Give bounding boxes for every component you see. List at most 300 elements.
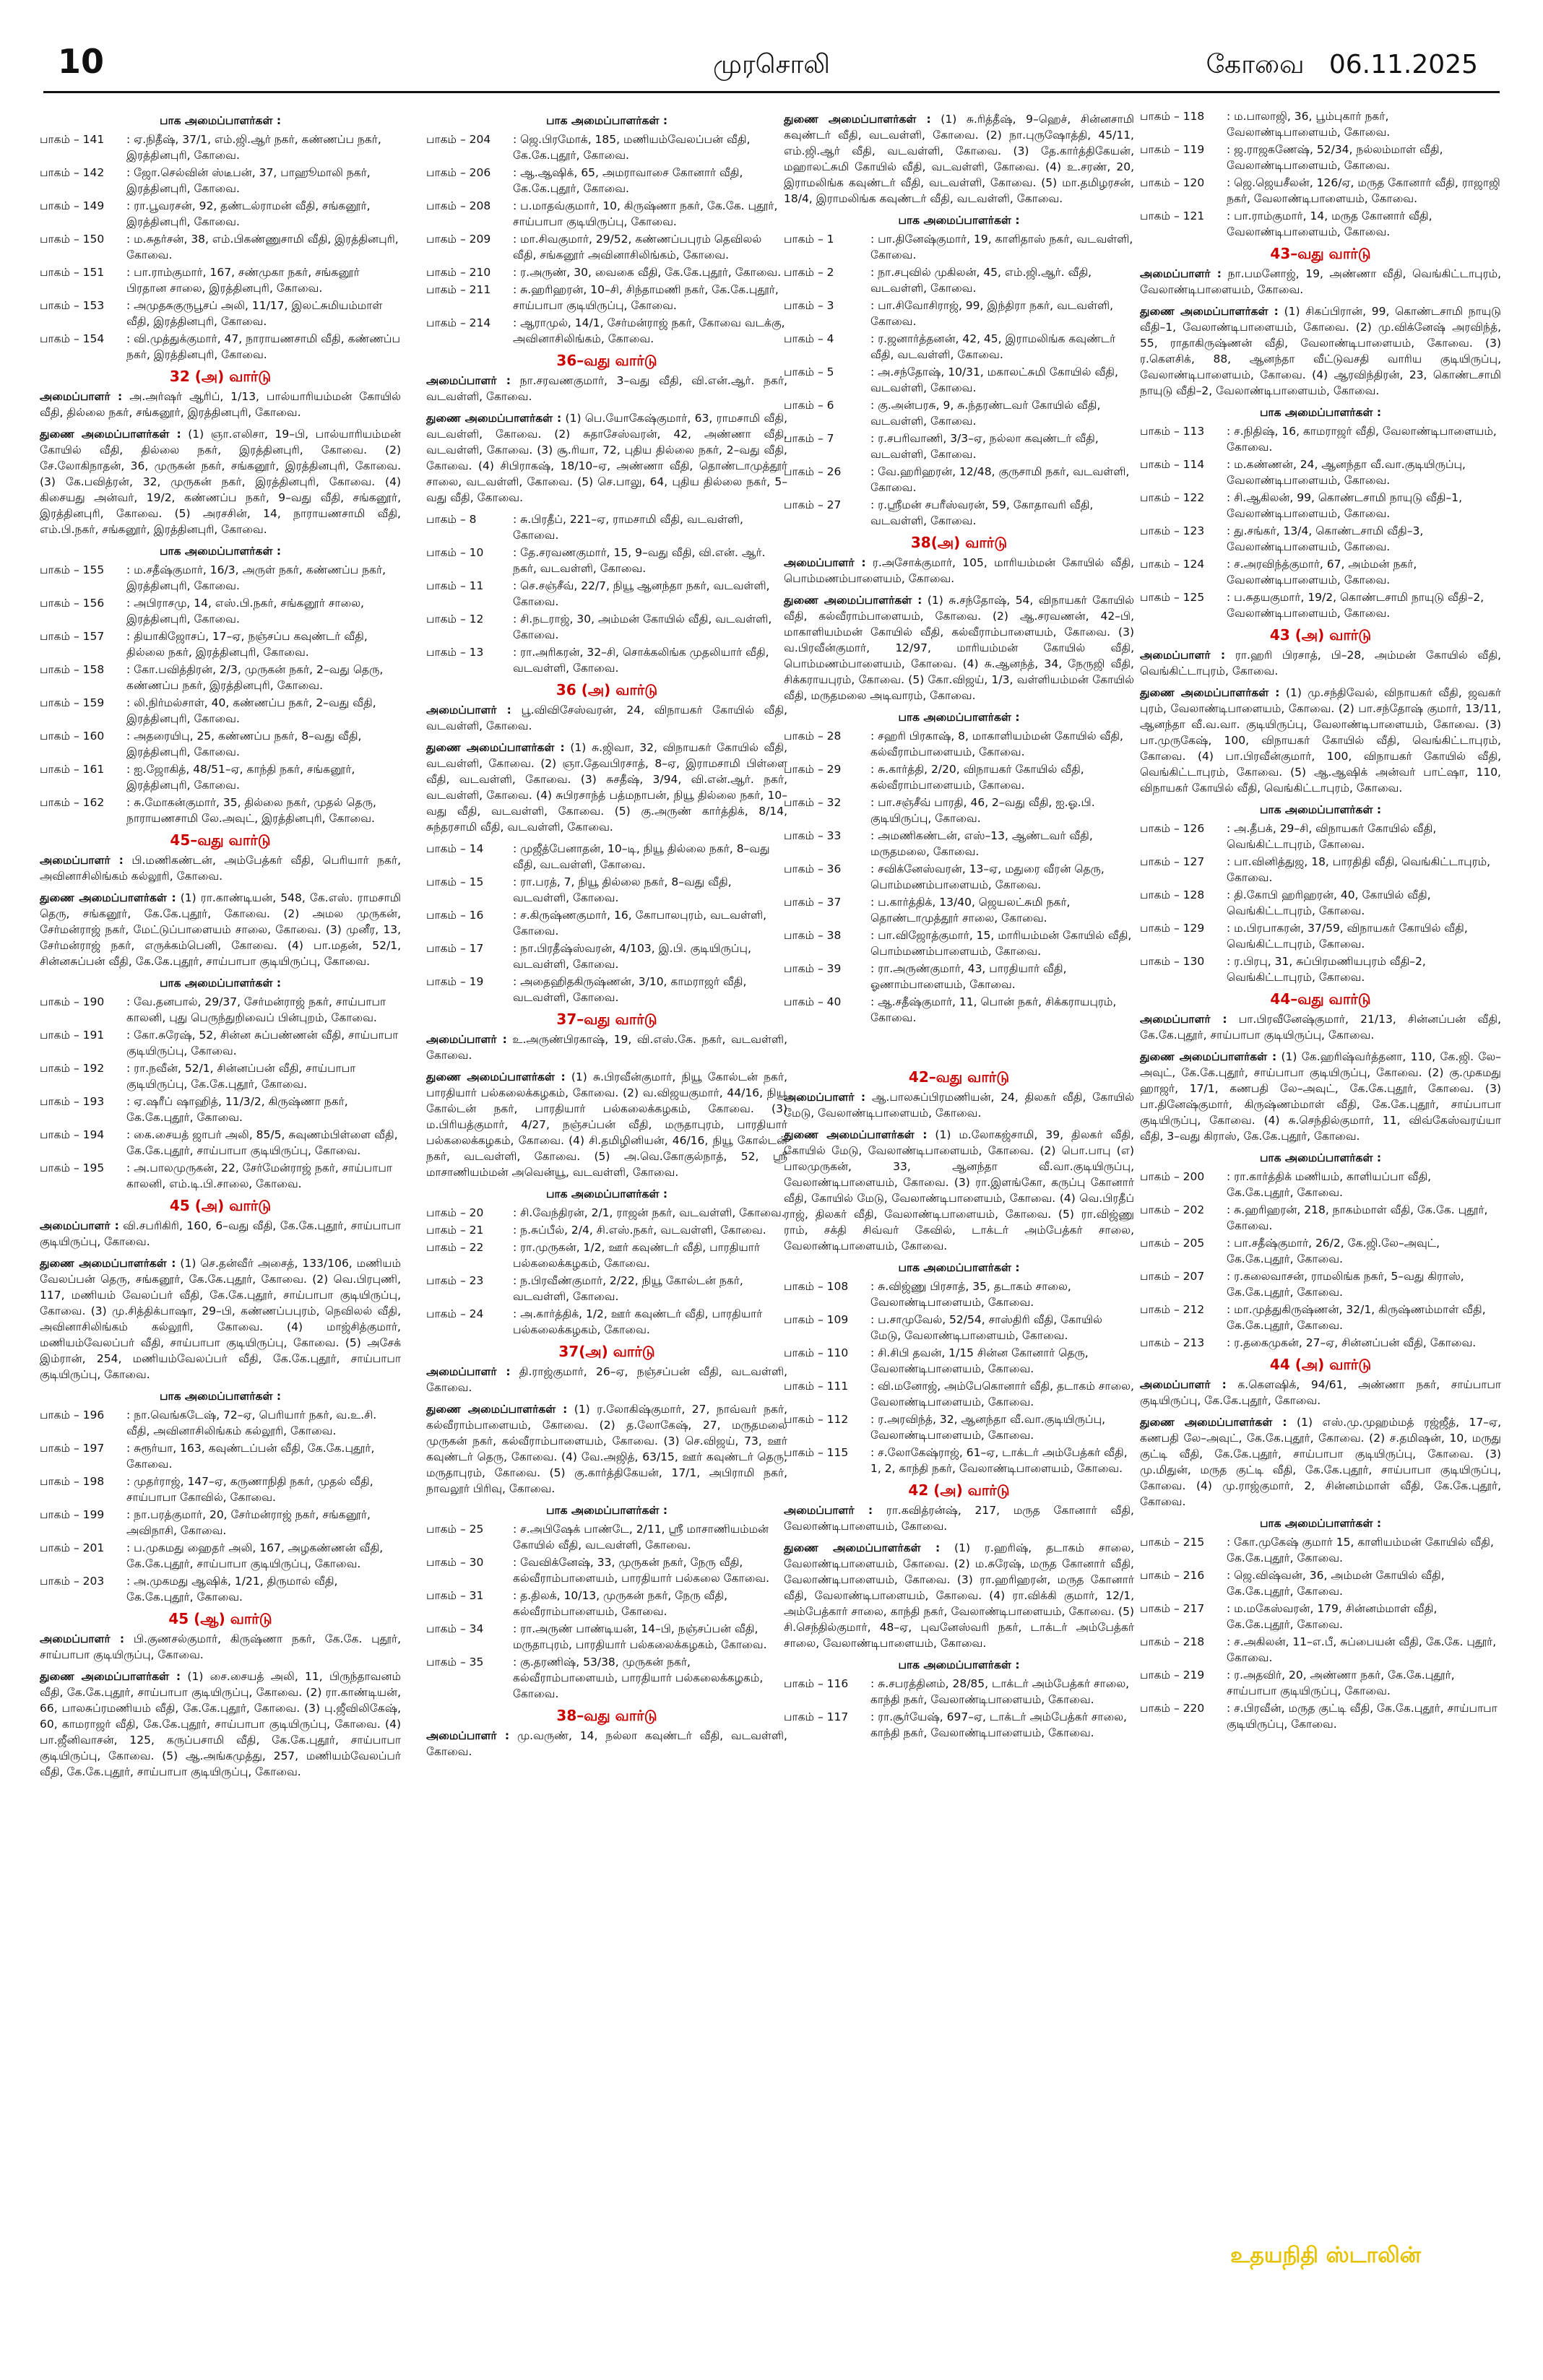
organizer-text: க.கௌஷிக், 94/61, அண்ணா நகர், சாய்பாபா குடியிருப்பு, கே.கே.புதூர், கோவை. [1140, 1378, 1501, 1407]
booth-row [1140, 175, 1501, 207]
booth-number: பாகம் – 36 [784, 862, 842, 875]
section-heading: பாக அமைப்பாளர்கள் : [159, 114, 282, 127]
booth-row [1140, 854, 1501, 886]
booth-row [40, 1160, 401, 1192]
booth-organizer: : ம.மகேஸ்வரன், 179, சின்னம்மாள் வீதி, கே.கே.புதூர், கோவை. [1227, 1602, 1438, 1631]
booth-row [784, 298, 1134, 329]
role-label: அமைப்பாளர் : [426, 1365, 511, 1378]
organizer-paragraph [1140, 1377, 1501, 1408]
deputy-paragraph [426, 1401, 787, 1497]
booth-row [1140, 589, 1501, 621]
booth-number: பாகம் – 111 [784, 1380, 849, 1393]
booth-row [426, 1306, 787, 1338]
booth-list [426, 511, 787, 676]
booth-organizer: : ரா.அரிகரன், 32–சி, சொக்கலிங்க முதலியார் வீதி, வடவள்ளி, கோவை. [513, 646, 769, 675]
role-label: துணை அமைப்பாளர்கள் : [40, 1257, 176, 1270]
deputy-text: (1) கே.ஹரிஷ்வர்த்தனா, 110, கே.ஜி. லே–அவுட், கே.கே.புதூர், சாய்பாபா குடியிருப்பு, கோவை. (2) கு.முகமது ஹாஜர், 17/1, கணபதி லே–அவுட், கே.கே.புதூர், கோவை. (3) பா.தினேஷ்குமார், கிருஷ்ணம்மாள் வீதி, கே.கே.புதூர், சாய்பாபா குடியிருப்பு, கோவை. (4) சு.செந்தில்குமார், 11, விவ்கேஸ்வரய்யா வீதி, 3–வது கிராஸ், கே.கே.புதூர், கோவை. [1140, 1050, 1501, 1143]
booth-number: பாகம் – 215 [1140, 1536, 1205, 1549]
deputy-paragraph [1140, 685, 1501, 796]
organizer-paragraph [426, 373, 787, 404]
booth-row [784, 364, 1134, 396]
role-label: அமைப்பாளர் : [426, 1729, 510, 1742]
booth-row [40, 198, 401, 230]
section-heading: பாக அமைப்பாளர்கள் : [1259, 1151, 1382, 1164]
booth-organizer: : அதரையிபு, 25, கண்ணப்ப நகர், 8–வது வீதி, இரத்தினபுரி, கோவை. [126, 730, 362, 758]
city: கோவை [1206, 50, 1305, 79]
booth-row [1140, 556, 1501, 588]
header-rule [43, 91, 1500, 93]
booth-row [40, 628, 401, 660]
booth-list [426, 841, 787, 1005]
organizer-text: பா.பிரவீனேஷ்குமார், 21/13, சின்னப்பன் வீதி, கே.கே.புதூர், சாய்பாபா குடியிருப்பு, கோவை. [1140, 1013, 1501, 1042]
booth-number: பாகம் – 23 [426, 1274, 484, 1287]
role-label: துணை அமைப்பாளர்கள் : [426, 412, 562, 425]
booth-row [426, 1654, 787, 1702]
booth-number: பாகம் – 26 [784, 465, 842, 478]
booth-organizer: : நா.பரத்குமார், 20, சேர்மன்ராஜ் நகர், சங்கனூர், அவிநாசி, கோவை. [126, 1508, 371, 1537]
role-label: அமைப்பாளர் : [40, 1219, 119, 1232]
booth-number: பாகம் – 200 [1140, 1170, 1205, 1183]
booth-row [40, 994, 401, 1026]
column-2 [426, 108, 787, 2362]
booth-number: பாகம் – 159 [40, 696, 105, 709]
booth-number: பாகம் – 203 [40, 1575, 105, 1588]
ward-heading: 42–வது வார்டு [908, 1068, 1010, 1086]
booth-organizer: : அமணிகண்டன், எஸ்–13, ஆண்டவர் வீதி, மருதமலை, கோவை. [870, 829, 1093, 858]
booth-row [784, 1411, 1134, 1443]
dateline [1206, 51, 1478, 79]
section-heading: பாக அமைப்பாளர்கள் : [545, 1187, 668, 1200]
booth-organizer: : பா.வினித்துஜ, 18, பாரதிதி வீதி, வெங்கிட்டாபுரம், கோவை. [1227, 855, 1491, 884]
booth-organizer: : செ.சஞ்சீவ், 22/7, நியூ ஆனந்தா நகர், வடவள்ளி, கோவை. [513, 579, 770, 608]
booth-number: பாகம் – 12 [426, 613, 484, 626]
booth-number: பாகம் – 121 [1140, 209, 1205, 222]
booth-row [426, 131, 787, 163]
booth-number: பாகம் – 117 [784, 1710, 849, 1723]
booth-organizer: : ந.சுப்பீல், 2/4, சி.எஸ்.நகர், வடவள்ளி, கோவை. [513, 1224, 766, 1237]
ward-heading: 45–வது வார்டு [170, 831, 271, 849]
booth-row [1140, 821, 1501, 852]
booth-row [1140, 1534, 1501, 1566]
booth-organizer: : கை.சையத் ஜாபர் அலி, 85/5, சுவுணம்பிள்ளை வீதி, கே.கே.புதூர், சாய்பாபா குடியிருப்பு, கோவை. [126, 1128, 398, 1157]
booth-row [784, 331, 1134, 363]
organizer-paragraph [426, 1364, 787, 1395]
role-label: அமைப்பாளர் : [784, 1091, 866, 1104]
role-label: அமைப்பாளர் : [40, 854, 124, 867]
deputy-paragraph [784, 1540, 1134, 1651]
booth-organizer: : ம.பிரபாகரன், 37/59, விநாயகர் கோயில் வீதி, வெங்கிட்டாபுரம், கோவை. [1227, 922, 1468, 951]
booth-organizer: : பா.சிவோசிராஜ், 99, இந்திரா நகர், வடவள்ளி, கோவை. [870, 299, 1114, 328]
organizer-text: பூ.விவிசேஸ்வரன், 24, விநாயகர் கோயில் வீதி, வடவள்ளி, கோவை. [426, 704, 787, 732]
booth-organizer: : ச.லோகேஷ்ராஜ், 61–ஏ, டாக்டர் அம்பேத்கர் வீதி, 1, 2, காந்தி நகர், வேலாண்டிபாளையம், கோவை. [870, 1446, 1128, 1475]
booth-organizer: : ர.ஸ்ரீமன் சபரீஸ்வரன், 59, கோதாவரி வீதி, வடவள்ளி, கோவை. [870, 498, 1094, 527]
booth-organizer: : அ.பாலமுருகன், 22, சேர்மேன்ராஜ் நகர், சாய்பாபா காலனி, எம்.டி.பி.சாலை, கோவை. [126, 1161, 392, 1190]
booth-row [426, 315, 787, 347]
booth-number: பாகம் – 201 [40, 1541, 105, 1554]
column-3 [784, 108, 1134, 2362]
booth-number: பாகம் – 151 [40, 266, 105, 279]
deputy-paragraph [426, 1069, 787, 1180]
booth-number: பாகம் – 29 [784, 763, 842, 776]
booth-number: பாகம் – 123 [1140, 524, 1205, 537]
booth-organizer: : சு.பிரதீப், 221–ஏ, ராமசாமி வீதி, வடவள்ளி, கோவை. [513, 513, 743, 542]
booth-number: பாகம் – 211 [426, 283, 491, 296]
booth-organizer: : மா.சிவகுமார், 29/52, கண்ணப்பபுரம் தெவிலல் வீதி, சங்கனூர் அவினாசிலிங்கம், கோவை. [513, 233, 762, 261]
booth-row [426, 511, 787, 543]
booth-number: பாகம் – 210 [426, 266, 491, 279]
role-label: அமைப்பாளர் : [1140, 1013, 1227, 1026]
booth-number: பாகம் – 108 [784, 1280, 849, 1293]
booth-list [784, 728, 1134, 1026]
organizer-text: நா.சரவணகுமார், 3–வது வீதி, வி.என்.ஆர். நகர், வடவள்ளி, கோவை. [426, 374, 787, 403]
booth-number: பாகம் – 126 [1140, 822, 1205, 835]
deputy-text: (1) சு.ஜிவா, 32, விநாயகர் கோயில் வீதி, வடவள்ளி, கோவை. (2) ஞா.தேவபிரசாத், 8–ஏ, இராமசாமி பிள்ளை வீதி, வடவள்ளி, கோவை. (3) சுசதீஷ், 3/94, வி.என்.ஆர். நகர், வடவள்ளி, கோவை. (4) சுபிரசாந்த் பத்மநாபன், நியூ தில்லை நகர், 10–வது வீதி, வடவள்ளி, கோவை. (5) கு.அருண் கார்த்திக், 8/14, சுந்தரசாமி வீதி, வடவள்ளி, கோவை. [426, 741, 787, 834]
booth-organizer: : ம.கண்ணன், 24, ஆனந்தா வீ.வா.குடியிருப்பு, வேலாண்டிபாளையம், கோவை. [1227, 458, 1466, 487]
booth-row [426, 1621, 787, 1653]
booth-number: பாகம் – 125 [1140, 591, 1205, 604]
booth-number: பாகம் – 37 [784, 896, 842, 909]
organizer-text: பி.மணிகண்டன், அம்பேத்கர் வீதி, பெரியார் நகர், அவினாசிலிங்கம் கல்லூரி, கோவை. [40, 854, 401, 883]
booth-organizer: : அ.சந்தோஷ், 10/31, மகாலட்சுமி கோயில் வீதி, வடவள்ளி, கோவை. [870, 365, 1118, 394]
deputy-text: (1) ம.லோகஜ்சாமி, 39, திலகர் வீதி, கோயில் மேடு, வேலாண்டிபாளையம், கோவை. (2) பொ.பாபு (எ) பாலமுருகன், 33, ஆனந்தா வீ.வா.குடியிருப்பு, வேலாண்டிபாளையம், கோவை. (3) ரா.இளங்கோ, கருப்பு கோனார் வீதி, கோயில் மேடு, வேலாண்டிபாளையம், கோவை. (4) வெ.பிரதீப் ராஜ், திலகர் வீதி, வேலாண்டிபாளையம், கோவை. (5) ரா.விஜ்ணு ராம், சக்தி சிவ்வர் கேவில், டாக்டர் அம்பேத்கர் சாலை, வேலாண்டிபாளையம், கோவை. [784, 1128, 1134, 1252]
booth-organizer: : ப.சுதயகுமார், 19/2, கொண்டசாமி நாயுடு வீதி–2, வேலாண்டிபாளையம், கோவை. [1227, 591, 1484, 620]
deputy-paragraph [40, 1669, 401, 1780]
booth-list [40, 562, 401, 826]
booth-list [1140, 1169, 1501, 1351]
booth-row [784, 795, 1134, 826]
booth-number: பாகம் – 150 [40, 233, 105, 246]
booth-row [40, 761, 401, 793]
booth-organizer: : ர.அதவிர், 20, அண்ணா நகர், கே.கே.புதூர், சாய்பாபா குடியிருப்பு, கோவை. [1227, 1669, 1455, 1697]
booth-organizer: : ஜெ.ஜெயசீலன், 126/ஏ, மருத கோனார் வீதி, ராஜாஜி நகர், வேலாண்டிபாளையம், கோவை. [1227, 176, 1500, 205]
deputy-text: (1) ர.ஹரிஷ், தடாகம் சாலை, வேலாண்டிபாளையம், கோவை. (2) ம.சுரேஷ், மருத கோனார் வீதி, வேலாண்டிபாளையம், கோவை. (3) ரா.ஹரிஹரன், மருத கோனார் வீதி, வேலாண்டிபாளையம், கோவை. (4) ரா.விக்கி குமார், 12/1, அம்பேத்கார் சாலை, காந்தி நகர், வேலாண்டிபாளையம், கோவை. (5) சி.செந்தில்குமார், 48–ஏ, புவனேஸ்வரி நகர், டாக்டர் அம்பேத்கர் சாலை, வேலாண்டிபாளையம், கோவை. [784, 1541, 1134, 1650]
deputy-paragraph [426, 410, 787, 506]
booth-number: பாகம் – 190 [40, 995, 105, 1008]
booth-organizer: : ப.கார்த்திக், 13/40, ஜெயலட்சுமி நகர், தொண்டாமுத்தூர் சாலை, கோவை. [870, 896, 1071, 925]
booth-row [784, 430, 1134, 462]
organizer-paragraph [426, 702, 787, 734]
booth-list [784, 1278, 1134, 1476]
booth-list [1140, 821, 1501, 985]
masthead [0, 0, 1543, 79]
booth-number: பாகம் – 213 [1140, 1336, 1205, 1349]
ward-heading: 36 (அ) வார்டு [556, 681, 658, 698]
column-4 [1140, 108, 1501, 2362]
booth-row [1140, 1567, 1501, 1599]
booth-row [426, 940, 787, 972]
booth-number: பாகம் – 17 [426, 942, 484, 955]
booth-number: பாகம் – 130 [1140, 955, 1205, 968]
booth-row [784, 961, 1134, 992]
booth-row [40, 662, 401, 693]
booth-number: பாகம் – 119 [1140, 143, 1205, 156]
booth-list [40, 131, 401, 363]
booth-organizer: : சு.ஹரிஹரன், 218, நாகம்மாள் வீதி, கே.கே. புதூர், கோவை. [1227, 1203, 1488, 1232]
deputy-text: (1) சை.சையத் அலி, 11, பிருந்தாவனம் வீதி, கே.கே.புதூர், சாய்பாபா குடியிருப்பு, கோவை. (2) ரா.காண்டியன், 66, பாலசுப்ரமணியம் வீதி, கே.கே.புதூர், கோவை. (3) பு.ஜீவிலிகேஷ், 60, காமராஜர் வீதி, கே.கே.புதூர், சாய்பாபா குடியிருப்பு, கோவை. (4) பா.ஜீனிவாசன், 125, கருப்பசாமி வீதி, கே.கே.புதூர், சாய்பாபா குடியிருப்பு, கோவை. (5) ஆ.அங்கமுத்து, 257, மணியம்வேலப்பர் வீதி, கே.கே.புதூர், சாய்பாபா குடியிருப்பு, கோவை. [40, 1670, 401, 1778]
organizer-paragraph [426, 1728, 787, 1760]
booth-organizer: : சு.மோகன்குமார், 35, தில்லை நகர், முதல் தெரு, நாராயணசாமி லே.அவுட், இரத்தினபுரி, கோவை. [126, 796, 376, 825]
section-heading: பாக அமைப்பாளர்கள் : [1259, 803, 1382, 816]
booth-number: பாகம் – 113 [1140, 425, 1205, 438]
booth-row [426, 1205, 787, 1221]
booth-row [40, 298, 401, 329]
role-label: துணை அமைப்பாளர்கள் : [1140, 1050, 1277, 1063]
booth-organizer: : ர.அருண், 30, வைகை வீதி, கே.கே.புதூர், கோவை. [513, 266, 782, 279]
booth-row [426, 1239, 787, 1271]
booth-number: பாகம் – 38 [784, 929, 842, 942]
booth-organizer: : ஏ.ஷரீப் ஷாஹித், 11/3/2, கிருஷ்ணா நகர், கே.கே.புதூர், கோவை. [126, 1095, 348, 1124]
role-label: துணை அமைப்பாளர்கள் : [40, 1670, 181, 1683]
organizer-text: ரா.கவித்ரன்ஷ், 217, மருத கோனார் வீதி, வேலாண்டிபாளையம், கோவை. [784, 1504, 1134, 1533]
booth-organizer: : முஜீத்பேனாதன், 10–டி, நியூ தில்லை நகர், 8–வது வீதி, வடவள்ளி, கோவை. [513, 842, 770, 871]
booth-organizer: : ப.மாதவ்குமார், 10, கிருஷ்ணா நகர், கே.கே. புதூர், சாய்பாபா குடியிருப்பு, கோவை. [513, 199, 778, 228]
role-label: அமைப்பாளர் : [1140, 1378, 1227, 1391]
ward-heading: 32 (அ) வார்டு [169, 368, 272, 385]
booth-number: பாகம் – 19 [426, 975, 484, 988]
booth-organizer: : தியாகிஜோசப், 17–ஏ, நஞ்சப்ப கவுண்டர் வீதி, தில்லை நகர், இரத்தினபுரி, கோவை. [126, 630, 368, 659]
booth-number: பாகம் – 124 [1140, 558, 1205, 571]
booth-number: பாகம் – 193 [40, 1095, 105, 1108]
booth-organizer: : அ.முகமது ஆஷிக், 1/21, திருமால் வீதி, கே.கே.புதூர், கோவை. [126, 1575, 338, 1604]
booth-row [426, 282, 787, 313]
ward-heading: 45 (அ) வார்டு [169, 1197, 272, 1214]
organizer-paragraph [1140, 1011, 1501, 1043]
ward-heading: 43–வது வார்டு [1270, 245, 1371, 262]
booth-organizer: : நா.வெங்கடேஷ், 72–ஏ, பெரியார் நகர், வ.உ.சி. வீதி, அவினாசிலிங்கம் கல்லூரி, கோவை. [126, 1408, 377, 1437]
booth-organizer: : வி.மனோஜ், அம்பேகொனார் வீதி, தடாகம் சாலை, வேலாண்டிபாளையம், கோவை. [870, 1380, 1134, 1408]
booth-number: பாகம் – 197 [40, 1442, 105, 1455]
section-heading: பாக அமைப்பாளர்கள் : [545, 1504, 668, 1517]
booth-list [1140, 1534, 1501, 1732]
booth-number: பாகம் – 191 [40, 1029, 105, 1042]
booth-row [426, 198, 787, 230]
booth-row [784, 264, 1134, 296]
role-label: அமைப்பாளர் : [426, 374, 511, 387]
role-label: அமைப்பாளர் : [784, 1504, 873, 1517]
deputy-paragraph [1140, 1049, 1501, 1144]
booth-number: பாகம் – 127 [1140, 855, 1205, 868]
booth-organizer: : ரா.முருகன், 1/2, ஊர் கவுண்டர் வீதி, பாரதியார் பல்கலைக்கழகம், கோவை. [513, 1241, 760, 1270]
booth-organizer: : ஆராமுல், 14/1, சேர்மன்ராஜ் நகர், கோவை வடக்கு, அவினாசிலிங்கம், கோவை. [513, 316, 785, 345]
booth-organizer: : சுரூர்யா, 163, கவுண்டப்பன் வீதி, கே.கே.புதூர், கோவை. [126, 1442, 375, 1471]
booth-number: பாகம் – 195 [40, 1161, 105, 1174]
booth-row [40, 231, 401, 263]
booth-list [426, 1521, 787, 1702]
booth-organizer: : பா.சதீஷ்குமார், 26/2, கே.ஜி.லே–அவுட், கே.கே.புதூர், கோவை. [1227, 1237, 1440, 1265]
booth-number: பாகம் – 109 [784, 1313, 849, 1326]
booth-number: பாகம் – 206 [426, 166, 491, 179]
booth-row [784, 1345, 1134, 1377]
booth-row [40, 1027, 401, 1059]
booth-organizer: : சவிக்னேஸ்வரன், 13–ஏ, மதுரை வீரன் தெரு, பொம்மணம்பாளையம், கோவை. [870, 862, 1105, 891]
booth-number: பாகம் – 198 [40, 1475, 105, 1488]
booth-row [40, 1573, 401, 1605]
booth-organizer: : ச.அரவிந்த்குமார், 67, அம்மன் நகர், வேலாண்டிபாளையம், கோவை. [1227, 558, 1417, 587]
booth-organizer: : ர.அரவிந்த், 32, ஆனந்தா வீ.வா.குடியிருப்பு, வேலாண்டிபாளையம், கோவை. [870, 1413, 1106, 1442]
booth-organizer: : ரா.அருண் பாண்டியன், 14–பி, நஞ்சப்பன் வீதி, மருதாபுரம், பாரதியார் பல்கலைக்கழகம், கோவை. [513, 1622, 767, 1651]
booth-row [784, 728, 1134, 760]
booth-row [40, 1060, 401, 1092]
booth-number: பாகம் – 205 [1140, 1237, 1205, 1250]
organizer-text: அ.அர்ஷர் ஆரிப், 1/13, பால்யாரியம்மன் கோயில் வீதி, தில்லை நகர், சங்கனூர், இரத்தினபுரி, கோவை. [40, 390, 401, 419]
booth-row [40, 562, 401, 594]
booth-row [40, 595, 401, 627]
organizer-paragraph [1140, 647, 1501, 679]
booth-row [1140, 1335, 1501, 1351]
booth-number: பாகம் – 114 [1140, 458, 1205, 471]
organizer-paragraph [40, 1218, 401, 1250]
section-heading: பாக அமைப்பாளர்கள் : [1259, 406, 1382, 419]
booth-organizer: : ச.பிரவீன், மருத குட்டி வீதி, கே.கே.புதூர், சாய்பாபா குடியிருப்பு, கோவை. [1227, 1702, 1497, 1731]
booth-organizer: : லி.நிர்மல்சாள், 40, கண்ணப்ப நகர், 2–வது வீதி, இரத்தினபுரி, கோவை. [126, 696, 376, 725]
booth-number: பாகம் – 6 [784, 399, 834, 412]
booth-number: பாகம் – 33 [784, 829, 842, 842]
booth-number: பாகம் – 3 [784, 299, 834, 312]
booth-organizer: : ச.அகிலன், 11–எ.பீ, சுப்பையன் வீதி, கே.கே. புதூர், கோவை. [1227, 1635, 1497, 1664]
booth-row [784, 1278, 1134, 1310]
section-heading: பாக அமைப்பாளர்கள் : [545, 114, 668, 127]
booth-organizer: : த.திலக், 10/13, முருகன் நகர், நேரு வீதி, கல்வீராம்பாளையம், கோவை. [513, 1589, 727, 1618]
booth-organizer: : கு.தரணிஷ், 53/38, முருகன் நகர், கல்வீராம்பாளையம், பாரதியார் பல்கலைக்கழகம், கோவை. [513, 1656, 764, 1700]
booth-list [40, 994, 401, 1192]
organizer-paragraph [426, 1031, 787, 1063]
deputy-text: (1) மு.சந்திவேல், விநாயகர் வீதி, ஜவகர் புரம், வேலாண்டிபாளையம், கோவை. (2) பா.சந்தோஷ் குமார், 13/11, ஆனந்தா வீ.வ.வா. குடியிருப்பு, வேலாண்டிபாளையம், கோவை. (3) பா.முருகேஷ், 100, விநாயகர் கோயில் வீதி, வெங்கிட்டாபுரம், கோவை. (4) பா.பிரவீன்குமார், 100, விநாயகர் கோயில் வீதி, வெங்கிட்டாபுரம், கோவை. (5) ஆ.ஆஷிக் அன்வர் பாட்ஷா, 110, விநாயகர் கோயில் வீதி, வெங்கிட்டாபுரம், கோவை. [1140, 686, 1501, 795]
booth-row [40, 1507, 401, 1539]
booth-list [1140, 108, 1501, 240]
booth-number: பாகம் – 22 [426, 1241, 484, 1254]
booth-number: பாகம் – 155 [40, 563, 105, 576]
booth-organizer: : சு.விஜ்ணு பிரசாத், 35, தடாகம் சாலை, வேலாண்டிபாளையம், கோவை. [870, 1280, 1071, 1309]
booth-row [1140, 208, 1501, 240]
organizer-text: ரா.ஹரி பிரசாத், பி–28, அம்மன் கோயில் வீதி, வெங்கிட்டாபுரம், கோவை. [1140, 649, 1501, 678]
booth-organizer: : ஜெ.பிரமோக், 185, மணியம்வேலப்பன் வீதி, கே.கே.புதூர், கோவை. [513, 133, 751, 162]
booth-row [1140, 887, 1501, 919]
role-label: அமைப்பாளர் : [426, 1033, 507, 1046]
booth-row [784, 1709, 1134, 1741]
booth-row [1140, 423, 1501, 455]
role-label: அமைப்பாளர் : [40, 1632, 125, 1645]
booth-number: பாகம் – 218 [1140, 1635, 1205, 1648]
deputy-text: (1) சு.பிரவீன்குமார், நியூ கோல்டன் நகர், பாரதியார் பல்கலைக்கழகம், கோவை. (2) வ.விஜயகுமார், 44/16, நியூ கோல்டன் நகர், பாரதியார் பல்கலைக்கழகம், கோவை. (3) ம.பிரியத்குமார், 4/27, நஞ்சப்பன் வீதி, மருதாபுரம், பாரதியார் பல்கலைக்கழகம், கோவை. (4) சி.தமிழினியன், 46/16, நியூ கோல்டன் நகர், வடவள்ளி, கோவை. (5) அ.வெ.கோகுல்நாத், 52, ஸ்ரீ மாசாணியம்மன் அவென்யூ, வடவள்ளி, கோவை. [426, 1070, 787, 1179]
ward-heading: 38–வது வார்டு [556, 1707, 657, 1724]
organizer-paragraph [40, 1631, 401, 1663]
newspaper-name: முரசொலி [713, 50, 830, 79]
role-label: துணை அமைப்பாளர்கள் : [1140, 305, 1279, 318]
booth-number: பாகம் – 141 [40, 133, 105, 146]
ward-heading: 42 (அ) வார்டு [908, 1481, 1010, 1499]
booth-row [1140, 1700, 1501, 1732]
booth-row [426, 874, 787, 906]
booth-row [426, 578, 787, 610]
booth-organizer: : பா.சஞ்சீவ் பாரதி, 46, 2–வது வீதி, ஐ.ஓ.பி. குடியிருப்பு, கோவை. [870, 796, 1095, 825]
signature: உதயநிதி ஸ்டாலின் [1230, 2243, 1421, 2268]
booth-organizer: : நா.பிரதீஷ்ஸ்வரன், 4/103, இ.பி. குடியிருப்பு, வடவள்ளி, கோவை. [513, 942, 751, 971]
section-heading: பாக அமைப்பாளர்கள் : [898, 214, 1020, 227]
booth-organizer: : ர.சபரிவாணி, 3/3–ஏ, நல்லா கவுண்டர் வீதி, வடவள்ளி, கோவை. [870, 432, 1099, 461]
booth-number: பாகம் – 219 [1140, 1669, 1205, 1682]
booth-number: பாகம் – 128 [1140, 888, 1205, 901]
deputy-paragraph [40, 1255, 401, 1382]
role-label: துணை அமைப்பாளர்கள் : [1140, 1416, 1287, 1429]
booth-number: பாகம் – 207 [1140, 1270, 1205, 1283]
booth-organizer: : ஜெ.விஷ்வன், 36, அம்மன் கோயில் வீதி, கே.கே.புதூர், கோவை. [1227, 1569, 1445, 1598]
booth-number: பாகம் – 28 [784, 730, 842, 743]
booth-organizer: : மா.முத்துகிருஷ்ணன், 32/1, கிருஷ்ணம்மாள் வீதி, கே.கே.புதூர், கோவை. [1227, 1303, 1486, 1332]
deputy-text: (1) சு.சந்தோஷ், 54, விநாயகர் கோயில் வீதி, கல்வீராம்பாளையம், கோவை. (2) ஆ.சரவணன், 42–பி, மாகாளியம்மன் கோயில் வீதி, கல்வீராம்பாளையம், கோவை. (3) வ.பிரவீன்குமார், 12/97, மாரியம்மன் கோயில் வீதி, பொம்மணம்பாளையம், கோவை. (4) சு.ஆனந்த், 34, நேருஜி வீதி, சிக்கராயபுரம், கோவை. (5) கோ.விஜய், 1/3, வள்ளியம்மன் கோயில் வீதி, மருதமலை அடிவாரம், கோவை. [784, 594, 1134, 702]
booth-number: பாகம் – 27 [784, 498, 842, 511]
booth-list [784, 231, 1134, 529]
booth-organizer: : ரா.சூர்யேஷ், 697–ஏ, டாக்டர் அம்பேத்கர் சாலை, காந்தி நகர், வேலாண்டிபாளையம், கோவை. [870, 1710, 1127, 1739]
deputy-text: (1) பெ.யோகேஷ்குமார், 63, ராமசாமி வீதி, வடவள்ளி, கோவை. (2) சுதாசேஸ்வரன், 42, அண்ணா வீதி, வடவள்ளி, கோவை. (3) சூ.ரியா, 72, புதிய தில்லை நகர், 2–வது வீதி, கோவை. (4) சிபிராகஷ், 18/10–ஏ, அண்ணா வீதி, தொண்டாமுத்தூர் சாலை, வடவள்ளி, கோவை. (5) செ.பாலு, 64, புதிய தில்லை நகர், 5–வது வீதி, கோவை. [426, 412, 787, 504]
organizer-text: மு.வருண், 14, நல்லா கவுண்டர் வீதி, வடவள்ளி, கோவை. [426, 1729, 787, 1758]
booth-row [784, 861, 1134, 893]
booth-organizer: : அபிராசமு, 14, எஸ்.பி.நகர், சங்கனூர் சாலை, இரத்தினபுரி, கோவை. [126, 597, 364, 626]
booth-number: பாகம் – 5 [784, 365, 834, 378]
booth-row [426, 841, 787, 873]
ward-heading: 38(அ) வார்டு [910, 534, 1008, 551]
organizer-paragraph [784, 1502, 1134, 1534]
booth-row [40, 1127, 401, 1159]
organizer-text: தி.ராஜ்குமார், 26–ஏ, நஞ்சப்பன் வீதி, வடவள்ளி, கோவை. [426, 1365, 787, 1394]
booth-organizer: : வேவிக்னேஷ், 33, முருகன் நகர், நேரு வீதி, கல்வீராம்பாளையம், பாரதியார் பல்கலை கோவை. [513, 1556, 770, 1585]
booth-organizer: : பா.விஜோத்குமார், 15, மாரியம்மன் கோயில் வீதி, பொம்மணம்பாளையம், கோவை. [870, 929, 1132, 958]
role-label: துணை அமைப்பாளர்கள் : [40, 891, 176, 904]
booth-row [784, 761, 1134, 793]
booth-row [784, 397, 1134, 429]
booth-row [426, 644, 787, 676]
booth-number: பாகம் – 220 [1140, 1702, 1205, 1715]
booth-row [784, 1378, 1134, 1410]
ward-heading: 44–வது வார்டு [1270, 990, 1371, 1008]
booth-number: பாகம் – 212 [1140, 1303, 1205, 1316]
booth-number: பாகம் – 118 [1140, 110, 1205, 123]
booth-number: பாகம் – 204 [426, 133, 491, 146]
booth-organizer: : ச.கிருஷ்ணகுமார், 16, கோபாலபுரம், வடவள்ளி, கோவை. [513, 909, 767, 938]
booth-row [1140, 456, 1501, 488]
booth-number: பாகம் – 158 [40, 663, 105, 676]
booth-number: பாகம் – 192 [40, 1062, 105, 1075]
ward-heading: 37(அ) வார்டு [558, 1343, 655, 1360]
booth-row [40, 795, 401, 826]
booth-organizer: : வே.ஹரிஹரன், 12/48, குருசாமி நகர், வடவள்ளி, கோவை. [870, 465, 1130, 494]
booth-row [1140, 1667, 1501, 1699]
booth-list [1140, 423, 1501, 621]
organizer-text: உ.அருண்பிரகாஷ், 19, வி.எஸ்.கே. நகர், வடவள்ளி, கோவை. [426, 1033, 787, 1062]
booth-organizer: : ர.தகைமுகன், 27–ஏ, சின்னப்பன் வீதி, கோவை. [1227, 1336, 1477, 1349]
role-label: அமைப்பாளர் : [426, 704, 511, 717]
section-heading: பாக அமைப்பாளர்கள் : [159, 977, 282, 990]
role-label: துணை அமைப்பாளர்கள் : [784, 594, 922, 607]
ward-heading: 45 (ஆ) வார்டு [168, 1610, 272, 1627]
booth-number: பாகம் – 202 [1140, 1203, 1205, 1216]
booth-number: பாகம் – 161 [40, 763, 105, 776]
booth-organizer: : ரா.நவீன், 52/1, சின்னப்பன் வீதி, சாய்பாபா குடியிருப்பு, கே.கே.புதூர், கோவை. [126, 1062, 356, 1091]
role-label: துணை அமைப்பாளர்கள் : [1140, 686, 1280, 699]
booth-row [40, 165, 401, 196]
ward-heading: 44 (அ) வார்டு [1269, 1356, 1372, 1373]
organizer-paragraph [1140, 266, 1501, 298]
booth-organizer: : ரா.பூவரசன், 92, தண்டல்ராமன் வீதி, சங்கனூர், இரத்தினபுரி, கோவை. [126, 199, 371, 228]
booth-number: பாகம் – 35 [426, 1656, 484, 1669]
booth-row [426, 974, 787, 1005]
booth-number: பாகம் – 122 [1140, 491, 1205, 504]
booth-row [1140, 490, 1501, 522]
deputy-text: (1) செ.தன்வீர் அசைத், 133/106, மணியம் வேலப்பன் தெரு, சங்கனூர், கே.கே.புதூர், கோவை. (2) வெ.பிரபுணி, 117, மணியம் வேலப்பர் வீதி, கே.கே.புதூர், சாய்பாபா குடியிருப்பு, கோவை. (3) மு.சித்திக்பாஷா, 29–பி, கண்ணப்பபுரம், நெவிலல் வீதி, அவினாசிலிங்கம் கல்லூரி, கோவை. (4) மாஜ்சித்குமார், மணியம்வேலப்பர் வீதி, சாய்பாபா குடியிருப்பு, கோவை. (5) அசேக் இம்ரான், 254, மணியம்வேலப்பர் வீதி, கே.கே.புதூர், சாய்பாபா குடியிருப்பு, கோவை. [40, 1257, 401, 1381]
booth-organizer: : சி.சிபி தவன், 1/15 சின்ன கோனார் தெரு, வேலாண்டிபாளையம், கோவை. [870, 1346, 1089, 1375]
booth-number: பாகம் – 199 [40, 1508, 105, 1521]
booth-organizer: : சி.ஆகிலன், 99, கொண்டசாமி நாயுடு வீதி–1, வேலாண்டிபாளையம், கோவை. [1227, 491, 1463, 520]
booth-number: பாகம் – 110 [784, 1346, 849, 1359]
